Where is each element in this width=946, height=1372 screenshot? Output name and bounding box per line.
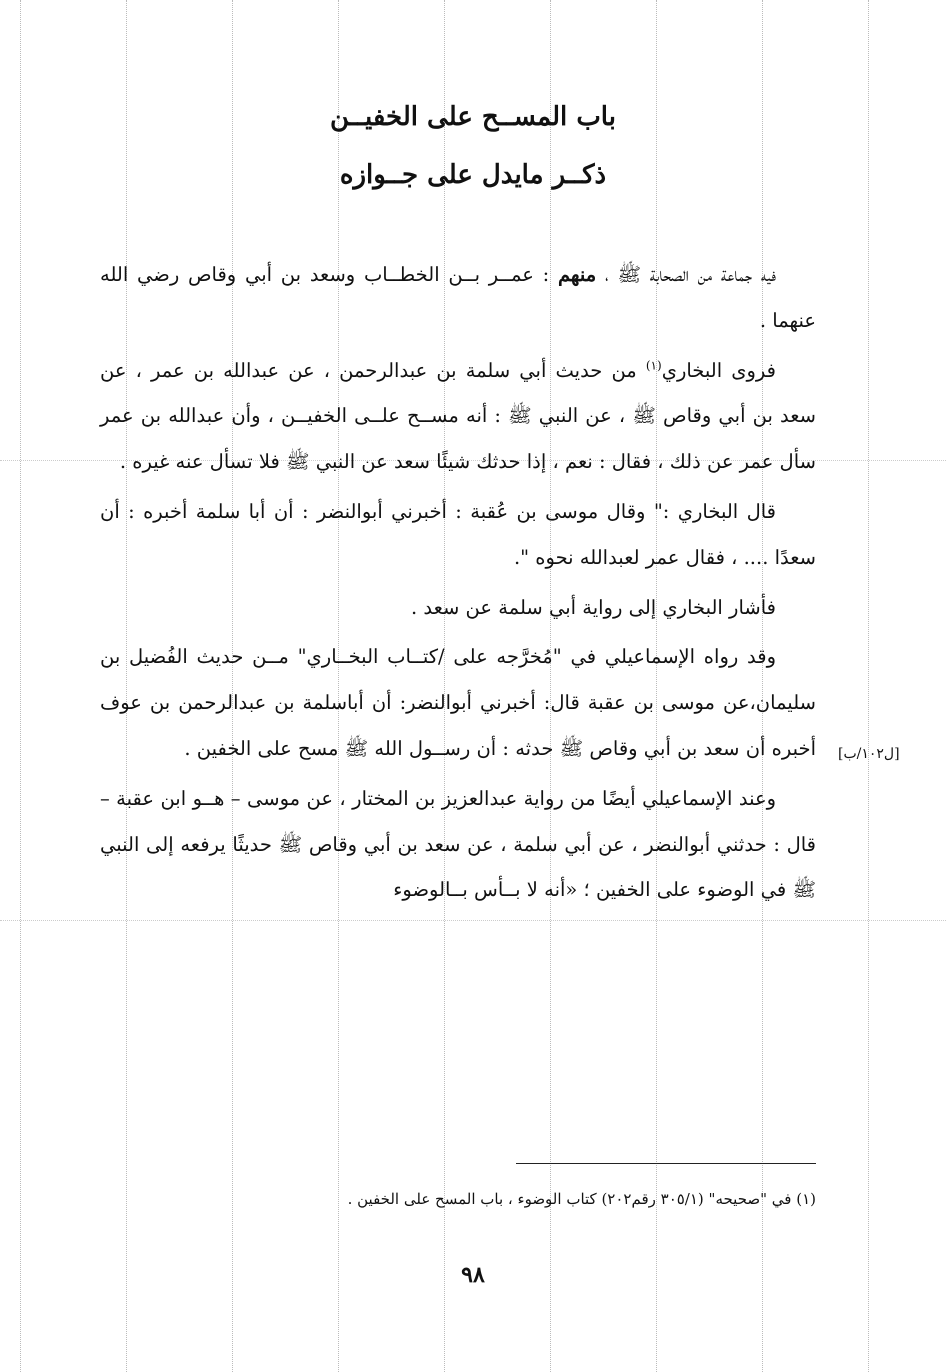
heading-block bbox=[0, 88, 946, 204]
manuscript-folio-note: [ل١٠٢/ب] bbox=[838, 746, 900, 762]
grid-line bbox=[0, 920, 946, 921]
paragraph-text: فروى البخاري bbox=[661, 358, 776, 382]
grid-line bbox=[20, 0, 21, 1372]
paragraph-3: قال البخاري :" وقال موسى بن عُقبة : أخبرني أبوالنضر : أن أبا سلمة أخبره : أن سعدًا .... ، فقال عمر لعبدالله نحوه ". bbox=[100, 499, 816, 569]
page-number: ٩٨ bbox=[461, 1262, 485, 1288]
paragraph-1 bbox=[100, 252, 816, 344]
paragraph-4: فأشار البخاري إلى رواية أبي سلمة عن سعد . bbox=[410, 595, 776, 619]
chapter-title: باب المســح على الخفيــن bbox=[330, 102, 616, 132]
paragraph-5: وقد رواه الإسماعيلي في "مُخرَّجه على /كتــاب البخــاري" مــن حديث الفُضيل بن سليمان،عن موسى بن عقبة قال: أخبرني أبوالنضر: أن أباسلمة بن عبدالرحمن بن عوف أخبره أن سعد بن أبي وقاص ﷺ حدثه : أن رســول الله ﷺ مسح على الخفين . bbox=[100, 645, 816, 760]
paragraph-text: من حديث أبي سلمة بن عبدالرحمن ، عن عبدالله بن عمر ، عن سعد بن أبي وقاص ﷺ ، عن النبي ﷺ : أنه مســح علــى الخفيــن ، وأن عبدالله بن عمر سأل عمر عن ذلك ، فقال : نعم ، إذا حدثك شيئًا سعد عن النبي ﷺ فلا تسأل عنه غيره . bbox=[100, 358, 816, 474]
paragraph-6: وعند الإسماعيلي أيضًا من رواية عبدالعزيز بن المختار ، عن موسى – هــو ابن عقبة – قال : حدثني أبوالنضر ، عن أبي سلمة ، عن سعد بن أبي وقاص ﷺ حديثًا يرفعه إلى النبي ﷺ في الوضوء على الخفين ؛ «أنه لا بــأس بــالوضوء bbox=[100, 786, 816, 902]
grid-line bbox=[868, 0, 869, 1372]
footnote-separator bbox=[516, 1163, 816, 1164]
paragraph-text: : عمــر بــن الخطــاب وسعد بن أبي وقاص رضي الله عنهما . bbox=[100, 263, 816, 332]
body-text bbox=[100, 252, 816, 917]
section-title: ذكــر مايدل على جــوازه bbox=[339, 160, 607, 190]
paragraph-2 bbox=[100, 348, 816, 485]
footnote: (١) في "صحيحه" (٣٠٥/١ رقم٢٠٢) كتاب الوضوء ، باب المسح على الخفين . bbox=[347, 1190, 816, 1208]
bold-term: منهم bbox=[557, 263, 597, 286]
footnote-marker: (١) bbox=[645, 358, 662, 373]
paragraph-text: فيه جماعة من الصحابة ﷺ ، bbox=[596, 263, 776, 286]
